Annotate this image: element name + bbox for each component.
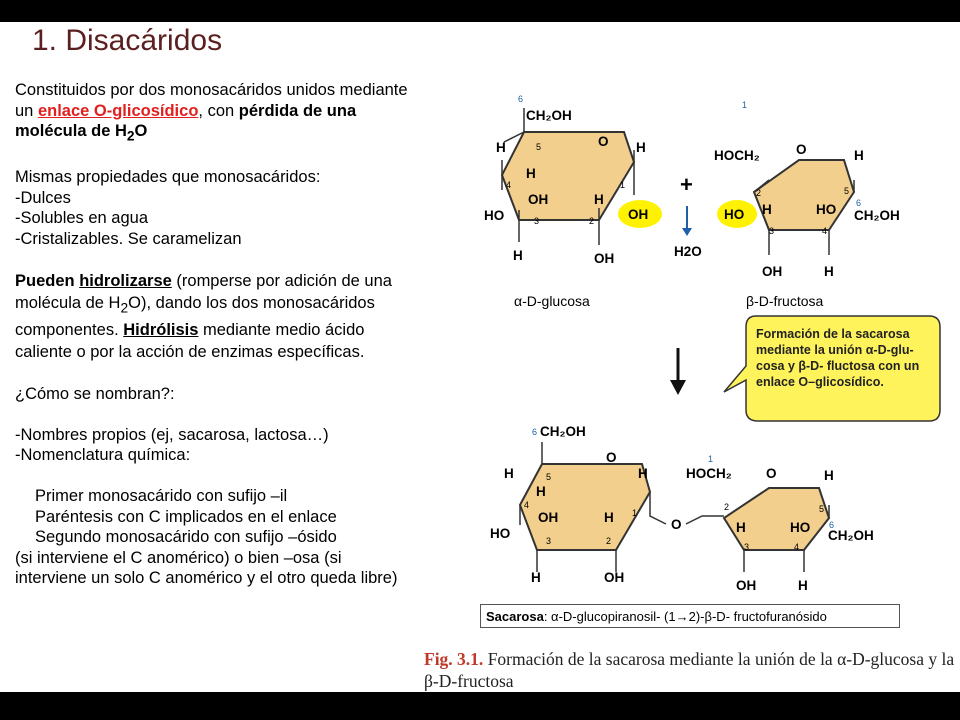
- sucrose-name-box: [480, 604, 900, 628]
- water-loss-text: pérdida de una molécula de H: [15, 101, 357, 140]
- fructose-ho2: HO: [724, 207, 745, 222]
- sucrose-fru-c6-number: 6: [829, 520, 835, 530]
- water-subscript: 2: [126, 128, 135, 144]
- sucrose-h4: H: [536, 484, 546, 499]
- sucrose-hoch2: HOCH₂: [686, 466, 732, 481]
- glucose-h5: H: [496, 140, 506, 155]
- hydrolysis-paragraph: [15, 270, 415, 363]
- rule-anomeric: (si interviene el C anomérico) o bien –osa (si interviene un solo C anomérico y el otro queda libre): [15, 548, 398, 588]
- glucose-h4: H: [526, 166, 536, 181]
- glucose-oh1: OH: [628, 207, 649, 222]
- fructose-c2-number: 2: [756, 188, 762, 198]
- glucose-c1-number: 1: [620, 180, 626, 190]
- sucrose-fru-oh3: OH: [736, 578, 757, 593]
- fructose-ho4: HO: [816, 202, 837, 217]
- sucrose-fru-o: O: [766, 466, 777, 481]
- fructose-oh3: OH: [762, 264, 783, 279]
- glycosidic-o: O: [671, 517, 682, 532]
- sucrose-glucose-ring: [520, 464, 650, 550]
- sucrose-fru-ch2oh: CH₂OH: [828, 528, 874, 543]
- caption-number: Fig. 3.1.: [424, 649, 484, 669]
- sucrose-c3-number: 3: [546, 536, 552, 546]
- fructose-c5-number: 5: [844, 186, 850, 196]
- sucrose-c1-number: 1: [632, 508, 638, 518]
- sucrose-oh4: OH: [538, 510, 559, 525]
- reaction-arrow: [670, 380, 686, 395]
- property-soluble: -Solubles en agua: [15, 209, 149, 228]
- sucrose-name: Sacarosa: [486, 609, 544, 624]
- hydrolyze-term: hidrolizarse: [79, 271, 172, 290]
- definition-paragraph: [15, 80, 415, 147]
- fructose-c3-number: 3: [769, 226, 775, 236]
- naming-question: ¿Cómo se nombran?:: [15, 384, 175, 403]
- fructose-h4: H: [824, 264, 834, 279]
- glucose-c5-number: 5: [536, 142, 542, 152]
- sucrose-fru-c5-number: 5: [819, 504, 825, 514]
- glucose-h3: H: [513, 248, 523, 263]
- properties-intro: Mismas propiedades que monosacáridos:: [15, 168, 321, 187]
- sucrose-fructose-ring: [724, 488, 829, 550]
- sucrose-fru-h4: H: [798, 578, 808, 593]
- glucose-ring-o: O: [598, 134, 609, 149]
- sucrose-ch2oh: CH₂OH: [540, 424, 586, 439]
- hydrolysis-bold: Pueden: [15, 271, 80, 290]
- sucrose-fru-c4-number: 4: [794, 542, 800, 552]
- sucrose-fru-ho4: HO: [790, 520, 811, 535]
- sucrose-h3: H: [531, 570, 541, 585]
- water-label: H2O: [674, 244, 702, 259]
- fructose-h5: H: [854, 148, 864, 163]
- glucose-c4-number: 4: [506, 180, 512, 190]
- naming-proper: -Nombres propios (ej, sacarosa, lactosa…): [15, 425, 329, 444]
- callout-text: Formación de la sacarosa mediante la unión α-D-glu-cosa y β-D- fluctosa con un enlace O–glicosídico.: [756, 327, 920, 389]
- sucrose-fru-h5: H: [824, 468, 834, 483]
- glucose-ch2oh: CH₂OH: [526, 108, 572, 123]
- sucrose-fru-c1-number: 1: [708, 454, 714, 464]
- caption-text: Formación de la sacarosa mediante la unión de la α-D-glucosa y la β-D-fructosa: [424, 649, 955, 691]
- glucose-c2-number: 2: [589, 216, 595, 226]
- sucrose-ho: HO: [490, 526, 511, 541]
- sucrose-c5-number: 5: [546, 472, 552, 482]
- hydrolysis-text-3: mediante medio ácido caliente o por la acción de enzimas específicas.: [15, 321, 365, 362]
- fructose-hoch2: HOCH₂: [714, 148, 760, 163]
- sucrose-fru-c3-number: 3: [744, 542, 750, 552]
- figure-caption: [424, 648, 960, 692]
- plus-sign: +: [680, 172, 693, 197]
- property-crystal: -Cristalizables. Se caramelizan: [15, 229, 242, 248]
- glucose-h1: H: [636, 140, 646, 155]
- sucrose-c4-number: 4: [524, 500, 530, 510]
- page-title: 1. Disacáridos: [32, 24, 223, 57]
- fructose-c1-number: 1: [742, 100, 748, 110]
- sucrose-systematic-name: : α-D-glucopiranosil- (1→2)-β-D- fructofuranósido: [543, 609, 827, 624]
- fructose-ring: [754, 160, 854, 230]
- hydrolysis-text: (romperse por adición de una molécula de H: [15, 271, 392, 312]
- sucrose-fru-h3: H: [736, 520, 746, 535]
- glucose-ho: HO: [484, 208, 505, 223]
- fructose-c6-number: 6: [856, 198, 862, 208]
- fructose-c4-number: 4: [822, 226, 828, 236]
- fructose-ch2oh: CH₂OH: [854, 208, 900, 223]
- fructose-ring-o: O: [796, 142, 807, 157]
- rule-parenthesis: Paréntesis con C implicados en el enlace: [35, 507, 337, 526]
- glucose-label: α-D-glucosa: [514, 293, 590, 309]
- sucrose-h5: H: [504, 466, 514, 481]
- rule-second: Segundo monosacárido con sufijo –ósido: [35, 528, 337, 547]
- hydrolysis-text-2: O), dando los dos monosacáridos componentes.: [15, 293, 375, 340]
- glucose-h2: H: [594, 192, 604, 207]
- sucrose-ring-o: O: [606, 450, 617, 465]
- naming-chemical: -Nomenclatura química:: [15, 446, 191, 465]
- glucose-c3-number: 3: [534, 216, 540, 226]
- rule-first: Primer monosacárido con sufijo –il: [35, 487, 288, 506]
- sucrose-fru-c2-number: 2: [724, 502, 730, 512]
- hydrolysis-term: Hidrólisis: [123, 321, 199, 340]
- sucrose-h2: H: [604, 510, 614, 525]
- fructose-h3: H: [762, 202, 772, 217]
- sucrose-c2-number: 2: [606, 536, 612, 546]
- glucose-ring: [502, 132, 634, 220]
- water-o: O: [134, 122, 148, 140]
- slide-body-text: [15, 80, 415, 589]
- sucrose-c6-number: 6: [532, 427, 538, 437]
- hydrolysis-subscript: 2: [120, 300, 129, 316]
- property-sweet: -Dulces: [15, 188, 71, 207]
- glucose-oh2: OH: [594, 251, 615, 266]
- slide: [0, 22, 960, 692]
- glucose-c6-number: 6: [518, 94, 524, 104]
- disaccharide-figure: [424, 80, 960, 691]
- sucrose-oh2: OH: [604, 570, 625, 585]
- glycosidic-link-term: enlace O-glicosídico: [37, 101, 199, 120]
- sucrose-h1: H: [638, 466, 648, 481]
- fructose-label: β-D-fructosa: [746, 293, 824, 309]
- water-arrow: [682, 228, 692, 236]
- definition-text: Constituidos por dos monosacáridos unidos mediante un: [15, 81, 408, 120]
- definition-text-2: , con: [198, 101, 239, 120]
- glucose-oh4: OH: [528, 192, 549, 207]
